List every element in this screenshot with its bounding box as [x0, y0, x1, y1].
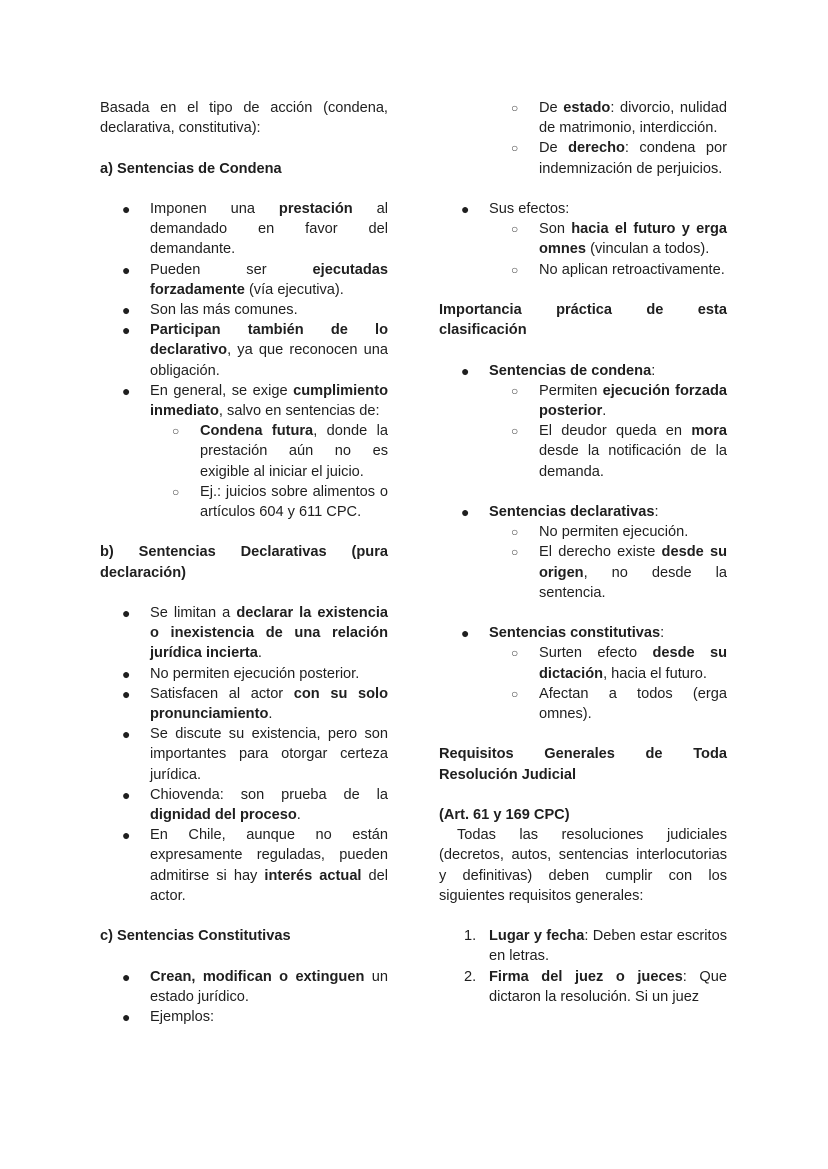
sub-list-item: ○ El deudor queda en mora desde la notificación de la demanda. — [511, 423, 727, 480]
section-a-heading: a) Sentencias de Condena — [100, 160, 282, 177]
list-item: 2. Firma del juez o jueces: Que dictaron la resolución. Si un juez — [464, 968, 727, 1005]
circle-bullet-icon: ○ — [511, 525, 519, 540]
circle-bullet-icon: ○ — [172, 484, 180, 499]
requirements-subtitle: (Art. 61 y 169 CPC) — [439, 807, 570, 823]
sub-list-item: ○ Ej.: juicios sobre alimentos o artículos 604 y 611 CPC. — [172, 483, 388, 521]
circle-bullet-icon: ○ — [511, 686, 519, 701]
list-item: ● Sentencias declarativas: ○ No permiten ejecución. ○ El derecho existe desde su origen, no desde la sentencia. — [439, 502, 727, 603]
circle-bullet-icon: ○ — [511, 262, 519, 277]
list-item: ● Pueden ser ejecutadas forzadamente (vía ejecutiva). — [122, 261, 388, 298]
list-item: ● Imponen una prestación al demandado en favor del demandante. — [122, 200, 388, 258]
left-column — [100, 98, 388, 1027]
circle-bullet-icon: ○ — [511, 646, 519, 661]
effects-list — [439, 199, 727, 280]
importance-heading: Importancia práctica de esta clasificación — [439, 302, 727, 339]
intro-paragraph: Basada en el tipo de acción (condena, declarativa, constitutiva): — [100, 100, 388, 137]
section-b-list — [100, 603, 388, 906]
sub-list — [489, 522, 727, 603]
bullet-icon: ● — [122, 302, 131, 318]
sub-list-item: ○ De estado: divorcio, nulidad de matrimonio, interdicción. — [511, 100, 727, 137]
bullet-icon: ● — [122, 685, 131, 702]
list-item: ● Sus efectos: ○ Son hacia el futuro y erga omnes (vinculan a todos). ○ No aplican retroactivamente. — [439, 199, 727, 280]
bullet-icon: ● — [122, 261, 131, 278]
circle-bullet-icon: ○ — [511, 545, 519, 560]
requirements-intro: Todas las resoluciones judiciales (decretos, autos, sentencias interlocutorias y definitivas) deben cumplir con los siguientes requisitos generales: — [439, 827, 727, 904]
requirements-list — [439, 926, 727, 1007]
list-item: ● Se discute su existencia, pero son importantes para otorgar certeza jurídica. — [122, 726, 388, 783]
list-item: ● No permiten ejecución posterior. — [100, 664, 388, 684]
sub-list-item: ○ No aplican retroactivamente. — [489, 260, 727, 280]
list-item: ● Chiovenda: son prueba de la dignidad del proceso. — [122, 786, 388, 824]
bullet-icon: ● — [122, 665, 131, 682]
sub-list — [489, 219, 727, 280]
list-item: ● En general, se exige cumplimiento inmediato, salvo en sentencias de: ○ Condena futura, donde la prestación aún no es exigible al iniciar el juicio. ○ Ej.: juicios sobre alimentos o artículos 604 y 611 CPC. — [100, 381, 388, 522]
section-c-list — [100, 967, 388, 1028]
circle-bullet-icon: ○ — [511, 383, 519, 398]
importance-condena-list — [439, 361, 727, 482]
list-item: ● Crean, modifican o extinguen un estado jurídico. — [122, 968, 389, 1005]
bullet-icon: ● — [461, 504, 470, 520]
bullet-icon: ● — [461, 201, 470, 217]
sub-list — [489, 643, 727, 724]
bullet-icon: ● — [122, 1009, 131, 1026]
sub-list-item: ○ Afectan a todos (erga omnes). — [511, 685, 727, 723]
section-a-list — [100, 199, 388, 522]
importance-constitutivas-list — [439, 623, 727, 724]
list-item: 1. Lugar y fecha: Deben estar escritos en letras. — [464, 928, 728, 965]
sub-list-item: ○ Condena futura, donde la prestación aún no es exigible al iniciar el juicio. — [172, 423, 388, 480]
examples-list — [439, 98, 727, 179]
importance-declarativas-list — [439, 502, 727, 603]
list-item: ● Sentencias constitutivas: ○ Surten efecto desde su dictación, hacia el futuro. ○ Afectan a todos (erga omnes). — [439, 623, 727, 724]
bullet-icon: ● — [122, 382, 131, 399]
circle-bullet-icon: ○ — [511, 424, 519, 439]
list-item: ● En Chile, aunque no están expresamente reguladas, pueden admitirse si hay interés actual del actor. — [122, 827, 389, 904]
bullet-icon: ● — [122, 786, 131, 803]
sub-list-item: ○ Permiten ejecución forzada posterior. — [511, 382, 727, 419]
sub-list-item: ○ Surten efecto desde su dictación, hacia el futuro. — [511, 645, 727, 682]
list-item: ● Participan también de lo declarativo, ya que reconocen una obligación. — [122, 322, 388, 379]
circle-bullet-icon: ○ — [511, 222, 519, 237]
bullet-icon: ● — [461, 362, 470, 379]
sub-list-item: ○ Son hacia el futuro y erga omnes (vinculan a todos). — [511, 221, 727, 258]
section-b-heading: b) Sentencias Declarativas (pura declaración) — [100, 544, 388, 581]
right-column — [439, 98, 727, 1007]
bullet-icon: ● — [122, 322, 131, 339]
list-item: ● Son las más comunes. — [100, 300, 388, 320]
circle-bullet-icon: ○ — [172, 424, 180, 439]
circle-bullet-icon: ○ — [511, 101, 519, 115]
circle-bullet-icon: ○ — [511, 141, 519, 156]
bullet-icon: ● — [461, 625, 470, 642]
list-item: ● Satisfacen al actor con su solo pronunciamiento. — [122, 685, 388, 723]
list-number: 2. — [464, 968, 477, 985]
sub-list-item: ○ El derecho existe desde su origen, no desde la sentencia. — [511, 544, 727, 601]
sub-list — [489, 381, 727, 482]
sub-list-item: ○ No permiten ejecución. — [489, 522, 727, 542]
list-item: ● Ejemplos: — [100, 1007, 388, 1027]
bullet-icon: ● — [122, 968, 131, 985]
sub-list-item: ○ De derecho: condena por indemnización de perjuicios. — [511, 140, 727, 177]
bullet-icon: ● — [122, 726, 131, 743]
list-item: ● Sentencias de condena: ○ Permiten ejecución forzada posterior. ○ El deudor queda en mora desde la notificación de la demanda. — [439, 361, 727, 482]
requirements-heading: Requisitos Generales de Toda Resolución Judicial — [439, 746, 727, 783]
list-number: 1. — [464, 928, 477, 945]
list-item: ● Se limitan a declarar la existencia o inexistencia de una relación jurídica incierta. — [122, 605, 388, 662]
bullet-icon: ● — [122, 200, 131, 217]
sub-list — [150, 421, 388, 522]
bullet-icon: ● — [122, 605, 131, 622]
section-c-heading: c) Sentencias Constitutivas — [100, 928, 291, 945]
bullet-icon: ● — [122, 827, 131, 844]
